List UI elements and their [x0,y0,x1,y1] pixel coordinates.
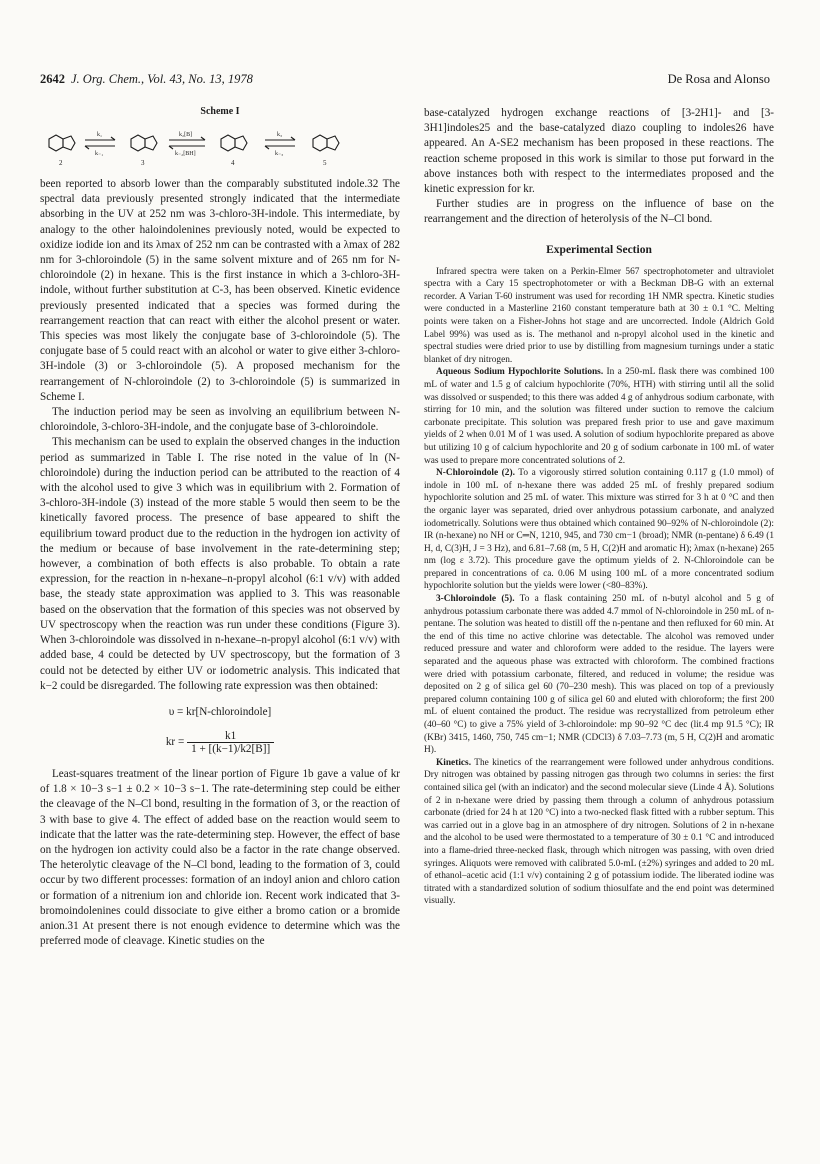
chloroindole-text: To a flask containing 250 mL of n-butyl alcohol and 5 g of anhydrous potassium carbonate there was added 4.7 mmol of N-chloroindole in 250 mL of n-pentane. The solution was heated to distill off the n-pentane and then refluxed for 60 min. At the end of this time no active chlorine was detectable. The alcohol was removed under reduced pressure and water and chloroform were added to the residue. The layers were separated and the aqueous phase was extracted with chloroform. The combined fractions were dried with potassium carbonate, filtered, and reduced in volume; the residue was deposited on 2 g of silica gel 60 (70–230 mesh). This was placed on top of a previously prepared column containing 100 g of silica gel 60 and eluted with chloroform; the first 200 mL of eluent contained the product. The residue was recrystallized from petroleum ether (40–60 °C) to give a 75% yield of 3-chloroindole: mp 90–92 °C dec (lit.4 mp 91.5 °C); IR (KBr) 3415, 1460, 750, 745 cm−1; NMR (CDCl3) δ 7.03–7.73 (m, 5 H, C(2)H and aromatic H). [424,594,774,756]
experimental-paragraph-3 [424,467,774,593]
structure-5 [313,135,339,151]
experimental-paragraph-5 [424,757,774,908]
left-column [40,106,400,1136]
rate-equation-1: υ = kr[N-chloroindole] [168,705,272,718]
n-chloroindole-text: To a vigorously stirred solution containing 0.117 g (1.0 mmol) of indole in 100 mL of n-hexane there was added 25 mL of freshly prepared sodium hypochlorite solution and 25 mL of water. This mixture was stirred for 3 h at 0 °C and then the organic layer was separated, dried over anhydrous potassium carbonate, and analyzed iodometrically. Solutions were thus obtained which contained 90–92% of N-chloroindole (2): IR (n-hexane) no NH or C═N, 1210, 945, and 730 cm−1 (broad); NMR (n-pentane) δ 6.49 (1 H, d, C(3)H, J = 3 Hz), and 6.81–7.68 (m, 5 H, C(2)H and aromatic H); λmax (n-hexane) 265 nm (log ε 3.72). This procedure gave the optimum yields of 2. N-Chloroindole can be prepared in concentrations of ca. 0.06 M using 100 mL of a more concentrated sodium hypochlorite solution but the yields were lower (<80–83%). [424,468,774,592]
kinetics-text: The kinetics of the rearrangement were followed under anhydrous conditions. Dry nitrogen was obtained by passing nitrogen gas through two columns in series: the first contained silica gel (with an indicator) and the second molecular sieve (Linde 4 Å). Solutions of 2 in n-hexane were dried by passing them through a column of anhydrous potassium carbonate (dried for 24 h at 120 °C) into a two-necked flask fitted with a rubber septum. This was carried out in a glove bag in an atmosphere of dry nitrogen. Solutions of 2 in n-hexane and the alcohol to be used were thermostated to a temperature of 30 ± 0.1 °C and introduced into a flame-dried three-necked flask, through which nitrogen was passing, with oven dried syringes. Aliquots were removed with calibrated 5.0-mL (±2%) syringes and added to 20 mL of ethanol–acetic acid (1:1 v/v) containing 2 g of potassium iodide. The liberated iodine was titrated with a standardized solution of sodium thiosulfate and the end point was determined visually. [424,757,774,907]
arrow-label-k-3: k₋₃ [275,151,284,157]
structure-3 [131,135,157,151]
left-paragraph-2: The induction period may be seen as involving an equilibrium between N-chloroindole, 3-chloro-3H-indole, and the conjugate base of 3-chloroindole. [40,406,400,434]
chloroindole-heading: 3-Chloroindole (5). [436,594,515,605]
header-left [40,72,253,87]
header-authors: De Rosa and Alonso [667,72,770,86]
eq2-denominator: 1 + [(k−1)/k2[B]] [191,742,271,755]
arrow-label-k-2: k₋₂[BH] [175,151,196,157]
eq2-numerator: k1 [187,730,274,743]
arrow-label-k-1: k₋₁ [95,151,104,157]
compound-label-5: 5 [323,159,327,167]
arrow-label-k1: k₁ [97,132,103,138]
eq2-fraction [187,730,274,755]
journal-citation: J. Org. Chem., Vol. 43, No. 13, 1978 [71,72,253,86]
hypochlorite-heading: Aqueous Sodium Hypochlorite Solutions. [436,367,604,378]
page-header [40,72,770,88]
experimental-paragraph-1: Infrared spectra were taken on a Perkin-Elmer 567 spectrophotometer and ultraviolet spectra with a Cary 15 spectrophotometer or with a Beckman DB-G with an external recorder. A Varian T-60 instrument was used for recording 1H NMR spectra. Kinetic studies were conducted in a Masterline 2160 constant temperature bath at 30 ± 0.1 °C. Melting points were taken on a Fisher-Johns hot stage and are uncorrected. Indole (Aldrich Gold Label 99%) was used as is. The methanol and n-propyl alcohol used in the kinetic and spectral studies were dried prior to use by distilling from magnesium turnings under a static blanket of dry nitrogen. [424,266,774,365]
n-chloroindole-heading: N-Chloroindole (2). [436,468,515,479]
compound-label-2: 2 [59,159,63,167]
right-paragraph-2: Further studies are in progress on the influence of base on the rearrangement and the direction of heterolysis of the N–Cl bond. [424,198,774,226]
experimental-paragraph-4 [424,593,774,757]
experimental-section-title: Experimental Section [546,243,652,256]
structure-2 [49,135,75,151]
rate-equation-2 [40,730,400,755]
kinetics-heading: Kinetics. [436,757,472,768]
left-paragraph-1: been reported to absorb lower than the comparably substituted indole.32 The spectral data previously presented strongly indicated that the intermediate absorbing in the UV at 252 nm was 3-chloro-3H-indole. This intermediate, by analogy to the other haloindolenines previously noted, would be expected to oxidize iodide ion and its λmax of 252 nm can be contrasted with a λmax of 282 nm for 3-chloroindole (5) in the same solvent mixture and of 265 nm for N-chloroindole (2) in hexane. This is the first instance in which a 3-chloro-3H-indole, without further substitution at C-3, has been observed. Kinetic evidence previously presented indicated that a species was formed during the rearrangement reaction that can react with either the alcohol present or water. This species was most likely the conjugate base of 3-chloroindole (5). The conjugate base of 5 could react with an alcohol or water to give either 3-chloro-3H-indole (3) or 3-chloroindole (5). A proposed mechanism for the rearrangement of N-chloroindole (2) to 3-chloroindole (5) is summarized in Scheme I. [40,178,400,403]
right-column [424,106,774,1136]
compound-label-4: 4 [231,159,235,167]
experimental-paragraph-2 [424,366,774,467]
arrow-label-k2: k₂[B] [179,132,193,138]
compound-label-3: 3 [141,159,145,167]
eq2-lhs: kr = [165,735,185,748]
left-paragraph-3: This mechanism can be used to explain the observed changes in the induction period as summarized in Table I. The rise noted in the value of ln (N-chloroindole) during the induction period can be attributed to the reaction of 4 with the alcohol used to give 3 which was in equilibrium with 2. Formation of 3-chloro-3H-indole (3) instead of the more stable 5 would then seem to be the kinetically favored process. The presence of base appeared to shift the equilibrium toward product due to the reduction in the hydrogen ion activity of the medium or because of base involvement in the rate-determining step; however, a combination of both effects is also probable. To obtain a rate expression, for the reaction in n-hexane–n-propyl alcohol (6:1 v/v) with added base, the steady state approximation was applied to 3. This was reasonable based on the observation that the formation of this species was not observed by UV spectroscopy when the reaction was run under these conditions (Figure 3). When 3-chloroindole was dissolved in n-hexane–n-propyl alcohol (6:1 v/v) with added base, 4 could be detected by UV spectroscopy, but the formation of 3 could not be detected by either UV or iodometric analysis. This indicated that k−2 could be disregarded. The following rate expression was then obtained: [40,436,400,692]
scheme-diagram [45,121,395,171]
structure-4 [221,135,247,151]
scheme-title: Scheme I [200,106,240,117]
right-paragraph-1: base-catalyzed hydrogen exchange reactions of [3-2H1]- and [3-3H1]indoles25 and the base-catalyzed diazo coupling to indoles26 have appeared. An A-SE2 mechanism has been proposed in these reactions. The reaction scheme proposed in this work is similar to those put forward in the above instances both with respect to the intermediates proposed and the kinetic expression for kr. [424,107,774,196]
left-paragraph-4: Least-squares treatment of the linear portion of Figure 1b gave a value of kr of 1.8 × 10−3 s−1 ± 0.2 × 10−3 s−1. The rate-determining step could be either the cleavage of the N–Cl bond, resulting in the formation of 3, or the reaction of 3 with base to give 4. The effect of added base on the reaction would seem to indicate that the latter was the rate-determining step. However, the effect of base on the hydrogen ion activity could also be a factor in the rate change observed. The heterolytic cleavage of the N–Cl bond, leading to the formation of 3, could occur by two different processes: formation of an indoyl anion and chloro cation or formation of a nitrenium ion and chloride ion. Recent work indicated that 3-bromoindolenines could dissociate to give either a bromo cation or a bromide anion.31 At present there is not enough evidence to determine which was the preferred mode of cleavage. Kinetic studies on the [40,767,400,948]
hypochlorite-text: In a 250-mL flask there was combined 100 mL of water and 1.5 g of calcium hypochlorite (70%, HTH) with stirring until all the solid was dissolved or suspended; to this there was added 4 g of anhydrous sodium carbonate, with stirring for 10 min, and the solution was filtered under suction to remove the calcium carbonate precipitate. This solution was prepared fresh prior to use and gave maximum yields of 2 when 0.01 M of 1 was used. A solution of sodium hypochlorite prepared as above but utilizing 10 g of calcium hypochlorite and 20 g of sodium carbonate in 100 mL of water was used to prepare more concentrated solutions of 2. [424,367,774,466]
page-number: 2642 [40,72,65,86]
arrow-label-k3: k₃ [277,132,283,138]
